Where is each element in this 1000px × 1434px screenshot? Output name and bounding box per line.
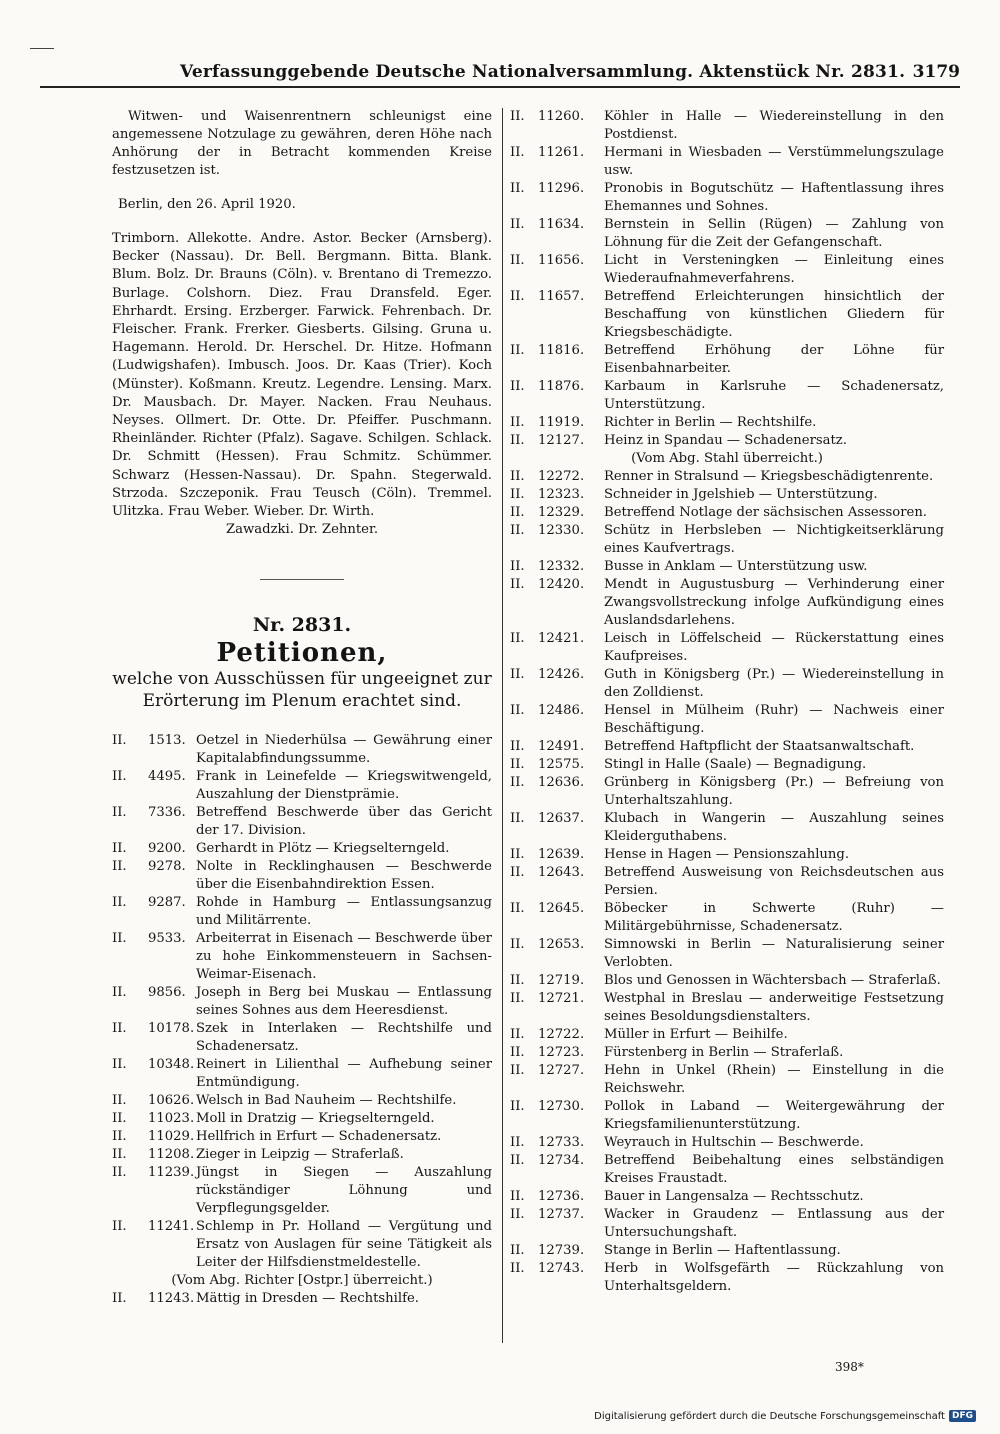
petition-text: Pronobis in Bogutschütz — Haftentlassung ihres Ehemannes und Sohnes. — [604, 181, 944, 214]
petition-text: Betreffend Beibehaltung eines selbständigen Kreises Fraustadt. — [604, 1153, 944, 1186]
petition-number: 12643. — [538, 865, 585, 880]
petition-text: Hehn in Unkel (Rhein) — Einstellung in die Reichswehr. — [604, 1063, 944, 1096]
petition-entry — [510, 144, 944, 180]
petition-entry — [510, 1134, 944, 1152]
petition-chamber: II. — [112, 1021, 127, 1037]
petition-number: 12272. — [538, 469, 585, 484]
petition-number: 11296. — [538, 181, 585, 196]
petition-number: 9278. — [148, 859, 186, 875]
petition-chamber: II. — [510, 1135, 525, 1150]
margin-mark — [30, 48, 54, 49]
running-title: Verfassunggebende Deutsche Nationalversammlung. Aktenstück Nr. 2831. — [180, 62, 906, 82]
petition-chamber: II. — [112, 1093, 127, 1109]
petition-text: Rohde in Hamburg — Entlassungsanzug und Militärrente. — [196, 895, 492, 929]
petition-chamber: II. — [112, 1129, 127, 1145]
petition-entry — [510, 774, 944, 810]
petition-text: Bernstein in Sellin (Rügen) — Zahlung von Löhnung für die Zeit der Gefangenschaft. — [604, 217, 944, 250]
petition-entry — [112, 1146, 492, 1164]
petition-chamber: II. — [510, 937, 525, 952]
petition-text: Joseph in Berg bei Muskau — Entlassung seines Sohnes aus dem Heeresdienst. — [196, 985, 492, 1019]
petition-text: Hermani in Wiesbaden — Verstümmelungszulage usw. — [604, 145, 944, 178]
petition-chamber: II. — [510, 505, 525, 520]
petition-text: Westphal in Breslau — anderweitige Festsetzung seines Besoldungsdienstalters. — [604, 991, 944, 1024]
petition-chamber: II. — [510, 433, 525, 448]
petition-number: 11656. — [538, 253, 585, 268]
petition-number: 10178. — [148, 1021, 195, 1037]
petition-number: 12719. — [538, 973, 585, 988]
petition-entry — [510, 252, 944, 288]
petition-entry — [112, 840, 492, 858]
petition-chamber: II. — [510, 775, 525, 790]
petition-number: 12721. — [538, 991, 585, 1006]
petition-chamber: II. — [510, 1189, 525, 1204]
petition-chamber: II. — [112, 985, 127, 1001]
petition-entry — [112, 1128, 492, 1146]
petition-text: Karbaum in Karlsruhe — Schadenersatz, Unterstützung. — [604, 379, 944, 412]
petition-entry — [510, 666, 944, 702]
petition-entry — [510, 342, 944, 378]
petition-entry — [510, 486, 944, 504]
petition-entry — [510, 1152, 944, 1188]
petition-number: 12332. — [538, 559, 585, 574]
petition-entry — [510, 108, 944, 144]
petition-chamber: II. — [112, 859, 127, 875]
petition-number: 12426. — [538, 667, 585, 682]
petition-text: Betreffend Erhöhung der Löhne für Eisenbahnarbeiter. — [604, 343, 944, 376]
right-column — [510, 108, 944, 1296]
petition-entry — [112, 804, 492, 840]
left-column — [112, 108, 492, 1308]
petition-number: 12730. — [538, 1099, 585, 1114]
petition-text: Jüngst in Siegen — Auszahlung rückständiger Löhnung und Verpflegungsgelder. — [196, 1165, 492, 1217]
petition-chamber: II. — [112, 1111, 127, 1127]
petition-number: 12734. — [538, 1153, 585, 1168]
petition-text: Schneider in Jgelshieb — Unterstützung. — [604, 487, 878, 502]
petition-text: Blos und Genossen in Wächtersbach — Straferlaß. — [604, 973, 941, 988]
petition-text: Hense in Hagen — Pensionszahlung. — [604, 847, 850, 862]
petition-chamber: II. — [510, 253, 525, 268]
main-title: Petitionen, — [216, 638, 388, 669]
petition-number: 12739. — [538, 1243, 585, 1258]
petition-entry — [510, 1062, 944, 1098]
petition-entry — [510, 180, 944, 216]
petition-entry — [510, 972, 944, 990]
petition-text: Welsch in Bad Nauheim — Rechtshilfe. — [196, 1093, 457, 1109]
petition-entry — [510, 702, 944, 738]
petition-text: Hensel in Mülheim (Ruhr) — Nachweis einer Beschäftigung. — [604, 703, 944, 736]
petition-number: 12637. — [538, 811, 585, 826]
petition-entry — [112, 1110, 492, 1128]
petition-text: Licht in Versteningken — Einleitung eines Wiederaufnahmeverfahrens. — [604, 253, 944, 286]
petition-entry — [510, 810, 944, 846]
petition-chamber: II. — [510, 1207, 525, 1222]
petition-text: Arbeiterrat in Eisenach — Beschwerde über zu hohe Einkommensteuern in Sachsen-Weimar-Eisenach. — [196, 931, 492, 983]
petition-chamber: II. — [510, 1099, 525, 1114]
petition-chamber: II. — [510, 1261, 525, 1276]
petition-chamber: II. — [112, 841, 127, 857]
petition-number: 12639. — [538, 847, 585, 862]
petition-number: 9200. — [148, 841, 186, 857]
petition-chamber: II. — [510, 631, 525, 646]
petition-chamber: II. — [510, 145, 525, 160]
petition-text: Mättig in Dresden — Rechtshilfe. — [196, 1291, 419, 1307]
petition-number: 11029. — [148, 1129, 195, 1145]
petition-chamber: II. — [112, 1165, 127, 1181]
petition-text: Klubach in Wangerin — Auszahlung seines Kleiderguthabens. — [604, 811, 944, 844]
petition-text: Stingl in Halle (Saale) — Begnadigung. — [604, 757, 867, 772]
intro-paragraph: Witwen- und Waisenrentnern schleunigst eine angemessene Notzulage zu gewähren, deren Höhe nach Anhörung der in Betracht kommenden Kreise festzusetzen ist. — [112, 109, 492, 178]
petition-number: 12736. — [538, 1189, 585, 1204]
petition-text: Herb in Wolfsgefärth — Rückzahlung von Unterhaltsgeldern. — [604, 1261, 944, 1294]
petition-number: 9533. — [148, 931, 186, 947]
petition-entry — [510, 846, 944, 864]
petition-text: Leisch in Löffelscheid — Rückerstattung eines Kaufpreises. — [604, 631, 944, 664]
petition-number: 12420. — [538, 577, 585, 592]
petition-chamber: II. — [510, 1243, 525, 1258]
petition-chamber: II. — [510, 577, 525, 592]
petition-chamber: II. — [112, 931, 127, 947]
petition-text: Zieger in Leipzig — Straferlaß. — [196, 1147, 404, 1163]
petition-number: 11241. — [148, 1219, 195, 1235]
petition-number: 12743. — [538, 1261, 585, 1276]
petition-text: Stange in Berlin — Haftentlassung. — [604, 1243, 841, 1258]
petition-entry — [510, 288, 944, 342]
petition-chamber: II. — [112, 1147, 127, 1163]
petition-chamber: II. — [510, 559, 525, 574]
petition-chamber: II. — [510, 1045, 525, 1060]
petition-entry — [510, 1206, 944, 1242]
petition-entry — [112, 1092, 492, 1110]
petition-text: Betreffend Erleichterungen hinsichtlich der Beschaffung von künstlichen Gliedern für Kriegsbeschädigte. — [604, 289, 944, 340]
petition-number: 12722. — [538, 1027, 585, 1042]
petition-entry — [510, 414, 944, 432]
petition-text: Schütz in Herbsleben — Nichtigkeitserklärung eines Kaufvertrags. — [604, 523, 944, 556]
petition-number: 11816. — [538, 343, 585, 358]
petition-chamber: II. — [510, 487, 525, 502]
petition-chamber: II. — [510, 181, 525, 196]
petition-chamber: II. — [510, 1153, 525, 1168]
petition-entry — [510, 1098, 944, 1134]
petition-number: 12330. — [538, 523, 585, 538]
petition-entry — [510, 378, 944, 414]
petition-number: 12491. — [538, 739, 585, 754]
petition-entry — [510, 990, 944, 1026]
petition-chamber: II. — [510, 901, 525, 916]
petition-text: Oetzel in Niederhülsa — Gewährung einer Kapitalabfindungssumme. — [196, 733, 492, 767]
petition-number: 12636. — [538, 775, 585, 790]
petition-number: 12733. — [538, 1135, 585, 1150]
petition-entry — [112, 732, 492, 768]
petition-text: Frank in Leinefelde — Kriegswitwengeld, Auszahlung der Dienstprämie. — [196, 769, 492, 803]
petition-number: 7336. — [148, 805, 186, 821]
signatures: Trimborn. Allekotte. Andre. Astor. Becker (Arnsberg). Becker (Nassau). Dr. Bell. Bergmann. Bitta. Blank. Blum. Bolz. Dr. Brauns (Cöln). v. Brentano di Tremezzo. Burlage. Colshorn. Diez. Frau Dransfeld. Eger. Ehrhardt. Ersing. Erzberger. Farwick. Fehrenbach. Dr. Fleischer. Frank. Frerker. Giesberts. Gilsing. Gruna u. Hagemann. Herold. Dr. Herschel. Dr. Hitze. Hofmann (Ludwigshafen). Imbusch. Joos. Dr. Kaas (Trier). Koch (Münster). Koßmann. Kreutz. Legendre. Lensing. Marx. Dr. Mausbach. Dr. Mayer. Nacken. Frau Neuhaus. Neyses. Ollmert. Dr. Otte. Dr. Pfeiffer. Puschmann. Rheinländer. Richter (Pfalz). Sagave. Schilgen. Schlack. Dr. Schmitt (Hessen). Frau Schmitz. Schümmer. Schwarz (Hessen-Nassau). Dr. Spahn. Stegerwald. Strzoda. Szczeponik. Frau Teusch (Cöln). Tremmel. Ulitzka. Frau Weber. Wieber. Dr. Wirth. — [112, 231, 492, 520]
petition-text: Mendt in Augustusburg — Verhinderung einer Zwangsvollstreckung infolge Aufkündigung eines Auslandsdarlehens. — [604, 577, 944, 628]
petition-chamber: II. — [510, 757, 525, 772]
petition-text: Simnowski in Berlin — Naturalisierung seiner Verlobten. — [604, 937, 944, 970]
petition-text: Richter in Berlin — Rechtshilfe. — [604, 415, 817, 430]
petition-entry — [510, 468, 944, 486]
petition-entry — [510, 504, 944, 522]
petition-text: Heinz in Spandau — Schadenersatz. — [604, 433, 847, 448]
petition-list-right — [510, 108, 944, 1296]
petition-text: Betreffend Beschwerde über das Gericht der 17. Division. — [196, 805, 492, 839]
petition-number: 12653. — [538, 937, 585, 952]
petition-number: 11239. — [148, 1165, 195, 1181]
petition-number: 9287. — [148, 895, 186, 911]
petition-text: Fürstenberg in Berlin — Straferlaß. — [604, 1045, 844, 1060]
petition-chamber: II. — [112, 769, 127, 785]
petition-chamber: II. — [510, 667, 525, 682]
date-line: Berlin, den 26. April 1920. — [118, 197, 296, 212]
petition-chamber: II. — [510, 523, 525, 538]
petition-entry — [112, 894, 492, 930]
petition-text: Hellfrich in Erfurt — Schadenersatz. — [196, 1129, 442, 1145]
petition-chamber: II. — [510, 469, 525, 484]
petition-entry — [510, 1260, 944, 1296]
petition-entry — [510, 558, 944, 576]
petition-entry — [112, 1020, 492, 1056]
petition-entry — [510, 900, 944, 936]
petition-number: 11208. — [148, 1147, 195, 1163]
petition-number: 11876. — [538, 379, 585, 394]
footer-text: Digitalisierung gefördert durch die Deutsche Forschungsgemeinschaft — [594, 1410, 945, 1422]
petition-text: Busse in Anklam — Unterstützung usw. — [604, 559, 868, 574]
petition-chamber: II. — [510, 865, 525, 880]
petition-entry — [112, 768, 492, 804]
petition-note: (Vom Abg. Stahl überreicht.) — [631, 451, 823, 466]
signatures-last-line: Zawadzki. Dr. Zehnter. — [225, 522, 379, 538]
petition-entry — [510, 1026, 944, 1044]
petition-chamber: II. — [510, 415, 525, 430]
petition-chamber: II. — [510, 1063, 525, 1078]
petition-entry — [112, 1290, 492, 1308]
footer — [594, 1410, 976, 1422]
petition-note: (Vom Abg. Richter [Ostpr.] überreicht.) — [171, 1273, 433, 1289]
petition-text: Bauer in Langensalza — Rechtsschutz. — [604, 1189, 864, 1204]
petition-number: 11634. — [538, 217, 585, 232]
petition-chamber: II. — [510, 739, 525, 754]
petition-entry — [510, 756, 944, 774]
petition-chamber: II. — [112, 1291, 127, 1307]
petition-number: 11023. — [148, 1111, 195, 1127]
petition-chamber: II. — [510, 109, 525, 124]
petition-number: 4495. — [148, 769, 186, 785]
petition-chamber: II. — [510, 1027, 525, 1042]
petition-chamber: II. — [510, 991, 525, 1006]
petition-number: 12127. — [538, 433, 585, 448]
petition-number: 10348. — [148, 1057, 195, 1073]
page-header — [40, 56, 960, 84]
petition-chamber: II. — [510, 703, 525, 718]
petition-entry — [112, 984, 492, 1020]
petition-chamber: II. — [510, 847, 525, 862]
petition-number: 12737. — [538, 1207, 585, 1222]
petition-text: Moll in Dratzig — Kriegselterngeld. — [196, 1111, 435, 1127]
petition-text: Betreffend Haftpflicht der Staatsanwaltschaft. — [604, 739, 915, 754]
petition-number: 12645. — [538, 901, 585, 916]
petition-list-left — [112, 732, 492, 1308]
petition-text: Böbecker in Schwerte (Ruhr) — Militärgebührnisse, Schadenersatz. — [604, 901, 944, 934]
petition-text: Schlemp in Pr. Holland — Vergütung und Ersatz von Auslagen für seine Tätigkeit als Leiter der Hilfsdienstmeldestelle. — [196, 1219, 492, 1271]
petition-text: Betreffend Ausweisung von Reichsdeutschen aus Persien. — [604, 865, 944, 898]
petition-text: Pollok in Laband — Weitergewährung der Kriegsfamilienunterstützung. — [604, 1099, 944, 1132]
petition-entry — [510, 522, 944, 558]
petition-text: Renner in Stralsund — Kriegsbeschädigtenrente. — [604, 469, 934, 484]
petition-number: 11261. — [538, 145, 585, 160]
petition-entry — [510, 864, 944, 900]
petition-chamber: II. — [510, 343, 525, 358]
petition-text: Gerhardt in Plötz — Kriegselterngeld. — [196, 841, 450, 857]
petition-entry — [510, 1242, 944, 1260]
petition-chamber: II. — [112, 805, 127, 821]
petition-number: 1513. — [148, 733, 186, 749]
petition-chamber: II. — [510, 217, 525, 232]
petition-text: Reinert in Lilienthal — Aufhebung seiner Entmündigung. — [196, 1057, 492, 1091]
petition-number: 12323. — [538, 487, 585, 502]
petition-number: 12486. — [538, 703, 585, 718]
petition-number: 11657. — [538, 289, 585, 304]
petition-chamber: II. — [112, 733, 127, 749]
petition-entry — [112, 858, 492, 894]
petition-entry — [112, 1164, 492, 1218]
dfg-logo: DFG — [949, 1410, 976, 1422]
petition-number: 12723. — [538, 1045, 585, 1060]
petition-entry — [510, 936, 944, 972]
petition-text: Szek in Interlaken — Rechtshilfe und Schadenersatz. — [196, 1021, 492, 1055]
petition-number: 12575. — [538, 757, 585, 772]
petition-entry — [112, 1056, 492, 1092]
petition-number: 12421. — [538, 631, 585, 646]
footnote-mark: 398* — [835, 1360, 864, 1374]
petition-entry — [510, 576, 944, 630]
petition-entry — [510, 1044, 944, 1062]
petition-chamber: II. — [510, 289, 525, 304]
petition-entry — [510, 216, 944, 252]
petition-entry — [510, 738, 944, 756]
petition-chamber: II. — [112, 895, 127, 911]
petition-number: 11243. — [148, 1291, 195, 1307]
petition-number: 10626. — [148, 1093, 195, 1109]
section-ornament — [260, 579, 344, 580]
petition-entry — [510, 630, 944, 666]
petition-text: Weyrauch in Hultschin — Beschwerde. — [604, 1135, 864, 1150]
petition-entry — [510, 1188, 944, 1206]
petition-chamber: II. — [510, 811, 525, 826]
subtitle: welche von Ausschüssen für ungeeignet zur Erörterung im Plenum erachtet sind. — [112, 669, 492, 712]
page-number: 3179 — [912, 62, 960, 82]
petition-text: Müller in Erfurt — Beihilfe. — [604, 1027, 788, 1042]
petition-entry — [510, 432, 944, 450]
petition-number: 9856. — [148, 985, 186, 1001]
petition-number: 12727. — [538, 1063, 585, 1078]
petition-number: 12329. — [538, 505, 585, 520]
petition-entry — [112, 930, 492, 984]
petition-text: Betreffend Notlage der sächsischen Assessoren. — [604, 505, 928, 520]
petition-text: Guth in Königsberg (Pr.) — Wiedereinstellung in den Zolldienst. — [604, 667, 944, 700]
petition-chamber: II. — [112, 1219, 127, 1235]
petition-number: 11919. — [538, 415, 585, 430]
header-rule — [40, 86, 960, 88]
petition-text: Nolte in Recklinghausen — Beschwerde über die Eisenbahndirektion Essen. — [196, 859, 492, 893]
petition-entry — [112, 1218, 492, 1272]
petition-chamber: II. — [510, 973, 525, 988]
petition-text: Grünberg in Königsberg (Pr.) — Befreiung von Unterhaltszahlung. — [604, 775, 944, 808]
petition-chamber: II. — [510, 379, 525, 394]
document-number: Nr. 2831. — [252, 614, 352, 637]
petition-text: Wacker in Graudenz — Entlassung aus der Untersuchungshaft. — [604, 1207, 944, 1240]
petition-number: 11260. — [538, 109, 585, 124]
column-divider — [502, 108, 503, 1343]
petition-chamber: II. — [112, 1057, 127, 1073]
petition-text: Köhler in Halle — Wiedereinstellung in den Postdienst. — [604, 109, 944, 142]
